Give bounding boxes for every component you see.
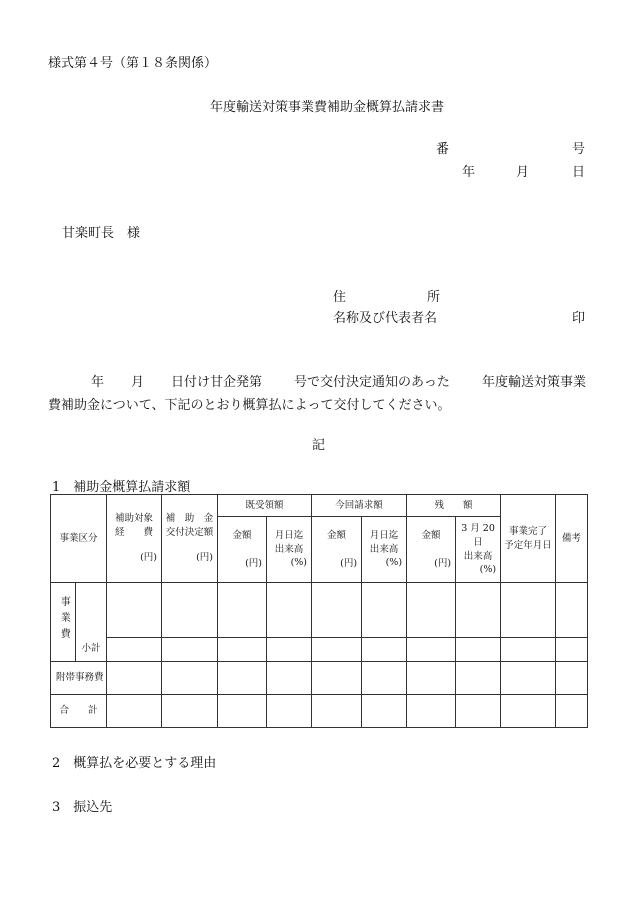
cell <box>162 583 218 638</box>
header-jigyo-kubun: 事業区分 <box>51 495 107 583</box>
jigyohi-text: 事業費 <box>58 595 70 644</box>
header-dekidaka-b: 出来高 <box>274 543 304 555</box>
header-kiju: 既受領額 <box>218 495 312 517</box>
row-futai-label: 附帯事務費 <box>51 662 107 695</box>
cell <box>556 662 588 695</box>
claim-table <box>50 494 588 728</box>
addressee: 甘楽町長 様 <box>62 226 141 241</box>
unit-yen: (円) <box>434 557 452 569</box>
cell <box>218 662 267 695</box>
cell <box>407 695 456 728</box>
header-kingaku: 金額 <box>327 529 347 541</box>
address-label-a: 住 <box>333 290 347 305</box>
header-dekidaka-a: 月日迄 <box>369 529 399 541</box>
cell <box>312 583 362 638</box>
header-konkai: 今回請求額 <box>312 495 407 517</box>
cell <box>362 662 407 695</box>
date-month: 月 <box>516 165 530 180</box>
cell <box>107 662 162 695</box>
cell <box>407 662 456 695</box>
header-biko: 備考 <box>556 495 588 583</box>
header-konkai-kingaku <box>312 517 362 583</box>
body-month: 月 <box>131 375 145 390</box>
cell <box>501 638 556 662</box>
header-kingaku: 金額 <box>232 529 252 541</box>
row-shokei-label: 小計 <box>76 638 107 662</box>
cell <box>107 583 162 638</box>
header-kanryo <box>501 495 556 583</box>
header-taisho-b: 経 費 <box>115 526 154 538</box>
cell <box>362 695 407 728</box>
date-year: 年 <box>462 165 476 180</box>
unit-yen: (円) <box>196 552 214 564</box>
cell <box>456 695 501 728</box>
cell <box>501 662 556 695</box>
ki-heading: 記 <box>312 438 326 453</box>
date-day: 日 <box>572 165 586 180</box>
seal-mark: 印 <box>572 311 586 326</box>
unit-pct: (%) <box>479 564 497 576</box>
header-kanryo-b: 予定年月日 <box>504 539 552 551</box>
body-text-a: 日付け甘企発第 <box>171 375 263 390</box>
section-2-heading: 2 概算払を必要とする理由 <box>52 756 217 771</box>
cell <box>556 695 588 728</box>
body-line-2: 費補助金について、下記のとおり概算払によって交付してください。 <box>48 398 451 413</box>
header-zan: 残 額 <box>407 495 501 517</box>
doc-no-ban: 番 <box>436 142 450 157</box>
unit-yen: (円) <box>140 552 158 564</box>
cell <box>162 662 218 695</box>
header-dekidaka-b: 出来高 <box>463 550 493 562</box>
cell <box>556 583 588 638</box>
cell <box>218 583 267 638</box>
address-label-b: 所 <box>427 290 441 305</box>
cell <box>407 583 456 638</box>
cell <box>76 583 107 638</box>
unit-yen: (円) <box>340 557 358 569</box>
header-kettei-a: 補 助 金 <box>165 512 214 524</box>
cell <box>267 695 312 728</box>
representative-name-label: 名称及び代表者名 <box>333 311 438 326</box>
section-3-heading: 3 振込先 <box>52 800 113 815</box>
row-gokei-label: 合 計 <box>51 695 107 728</box>
section-1-heading: 1 補助金概算払請求額 <box>52 480 191 495</box>
cell <box>312 638 362 662</box>
cell <box>312 695 362 728</box>
header-zan-kingaku <box>407 517 456 583</box>
unit-pct: (%) <box>385 557 403 569</box>
cell <box>362 638 407 662</box>
cell <box>267 583 312 638</box>
cell <box>312 662 362 695</box>
header-dekidaka-b: 出来高 <box>369 543 399 555</box>
unit-yen: (円) <box>245 557 263 569</box>
header-taisho-a: 補助対象 <box>115 512 154 524</box>
header-taisho-keihi <box>107 495 162 583</box>
header-dekidaka-a: 月日迄 <box>274 529 304 541</box>
cell <box>218 638 267 662</box>
header-kettei-b: 交付決定額 <box>165 526 214 538</box>
cell <box>456 662 501 695</box>
cell <box>501 583 556 638</box>
header-konkai-dekidaka <box>362 517 407 583</box>
body-year: 年 <box>91 375 105 390</box>
cell <box>407 638 456 662</box>
header-kettei <box>162 495 218 583</box>
header-kingaku: 金額 <box>421 529 441 541</box>
row-jigyohi-label <box>51 583 76 662</box>
cell <box>362 583 407 638</box>
header-kiju-dekidaka <box>267 517 312 583</box>
unit-pct: (%) <box>290 557 308 569</box>
cell <box>556 638 588 662</box>
cell <box>456 583 501 638</box>
header-kiju-kingaku <box>218 517 267 583</box>
form-number: 様式第４号（第１８条関係） <box>48 56 218 71</box>
document-title: 年度輸送対策事業費補助金概算払請求書 <box>210 100 445 115</box>
cell <box>107 695 162 728</box>
header-m320: 3 月 20 日 <box>461 522 495 548</box>
cell <box>107 638 162 662</box>
header-zan-dekidaka <box>456 517 501 583</box>
body-text-c: 年度輸送対策事業 <box>482 375 587 390</box>
cell <box>501 695 556 728</box>
cell <box>267 662 312 695</box>
cell <box>162 638 218 662</box>
body-text-b: 号で交付決定通知のあった <box>294 375 450 390</box>
cell <box>218 695 267 728</box>
header-kanryo-a: 事業完了 <box>509 525 548 537</box>
doc-no-go: 号 <box>572 142 586 157</box>
cell <box>267 638 312 662</box>
cell <box>456 638 501 662</box>
cell <box>162 695 218 728</box>
